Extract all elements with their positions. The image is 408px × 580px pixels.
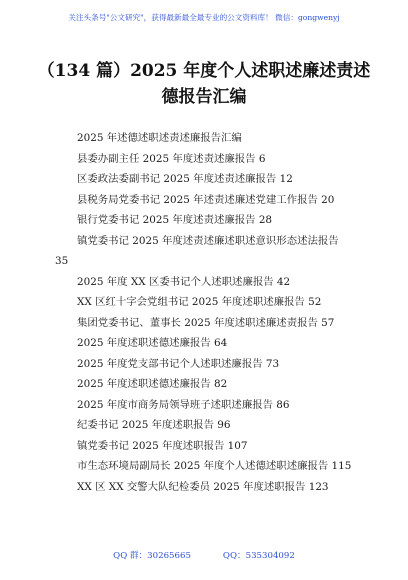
toc-item: 市生态环境局副局长 2025 年度个人述德述职述廉报告 115 — [77, 460, 352, 472]
footer-contact — [0, 549, 408, 561]
toc-item-page-number: 35 — [55, 255, 69, 267]
toc-item: 集团党委书记、董事长 2025 年度述职述廉述责报告 57 — [77, 316, 335, 329]
toc-item: 银行党委书记 2025 年度述责述廉报告 28 — [77, 214, 273, 226]
toc-item: 县委办副主任 2025 年度述责述廉报告 6 — [77, 152, 266, 165]
footer-qq-group: QQ 群：30265665 — [113, 551, 191, 561]
toc-item: 县税务局党委书记 2025 年述责述廉述党建工作报告 20 — [77, 193, 335, 206]
toc-item: 2025 年度述职述德述廉报告 82 — [77, 378, 228, 390]
toc-item: 区委政法委副书记 2025 年度述责述廉报告 12 — [77, 173, 293, 185]
table-of-contents — [0, 128, 408, 497]
toc-item: 镇党委书记 2025 年度述责述廉述职述意识形态述法报告 — [77, 234, 339, 247]
document-title-line-2: 德报告汇编 — [161, 87, 247, 107]
toc-item: 镇党委书记 2025 年度述职报告 107 — [77, 439, 248, 452]
toc-item: 2025 年述德述职述责述廉报告汇编 — [77, 132, 242, 144]
toc-item: XX 区 XX 交警大队纪检委员 2025 年度述职报告 123 — [77, 480, 329, 493]
toc-item: XX 区红十字会党组书记 2025 年度述职述廉报告 52 — [77, 296, 322, 308]
toc-item: 2025 年度述职述德述廉报告 64 — [77, 337, 228, 349]
toc-item: 2025 年度 XX 区委书记个人述职述廉报告 42 — [77, 275, 291, 288]
toc-item: 纪委书记 2025 年度述职报告 96 — [77, 419, 231, 431]
toc-item: 2025 年度市商务局领导班子述职述廉报告 86 — [77, 398, 290, 411]
toc-item: 2025 年度党支部书记个人述职述廉报告 73 — [77, 357, 280, 370]
footer-qq: QQ：535304092 — [222, 551, 295, 561]
document-title — [0, 58, 408, 110]
top-banner: 关注头条号"公文研究"，获得最新最全最专业的公文资料库！ 微信：gongwenyj — [68, 13, 340, 22]
document-title-line-1: （134 篇）2025 年度个人述职述廉述责述 — [37, 61, 371, 81]
